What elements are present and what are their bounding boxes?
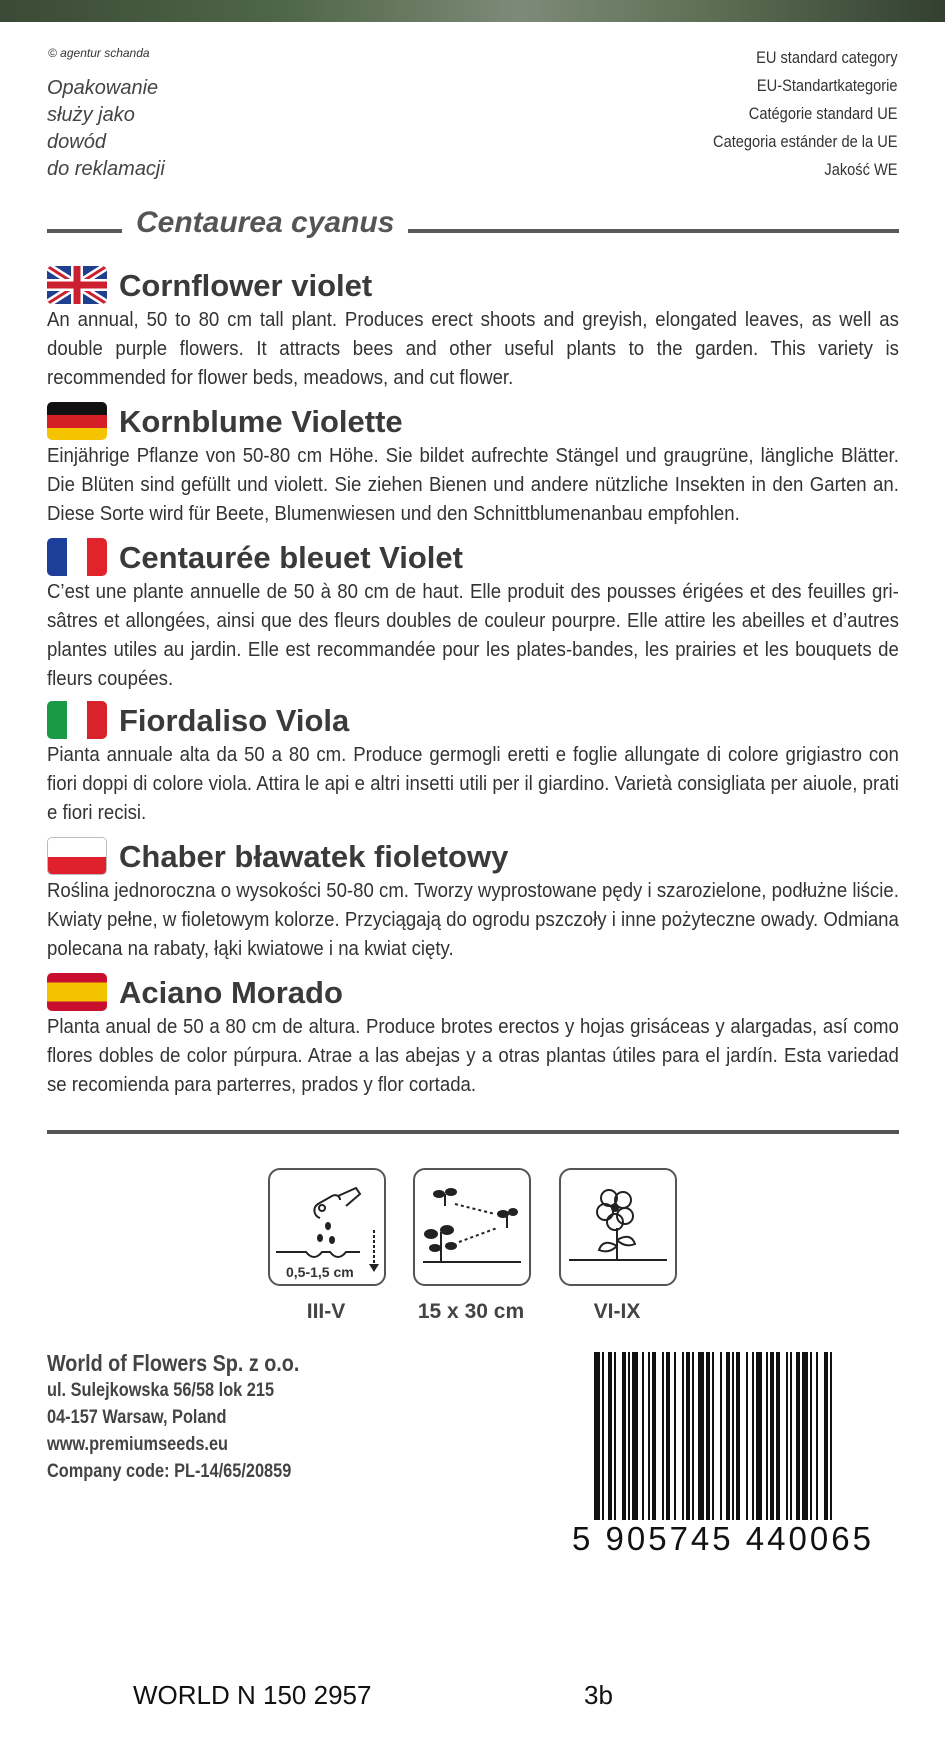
company-city: 04-157 Warsaw, Poland (47, 1407, 227, 1428)
company-website: www.premiumseeds.eu (47, 1434, 229, 1455)
company-info (47, 1350, 299, 1485)
eu-category-line: EU standard category (756, 48, 898, 67)
top-photo-strip (0, 0, 945, 22)
barcode-number: 5 905745 440065 (572, 1520, 874, 1557)
section-header (47, 697, 899, 739)
company-name: World of Flowers Sp. z o.o. (47, 1350, 300, 1376)
flowering-box (559, 1168, 677, 1286)
latin-rule-left (47, 229, 122, 233)
section-header (47, 969, 899, 1011)
uk-flag-icon (47, 266, 107, 304)
complaint-note (47, 75, 165, 183)
italy-flag-icon (47, 701, 107, 739)
eu-category-block (714, 44, 898, 184)
section-title: Chaber bławatek fioletowy (119, 839, 509, 874)
complaint-note-line: dowód (47, 131, 106, 153)
section-english (47, 262, 899, 393)
section-german (47, 398, 899, 529)
section-title: Fiordaliso Viola (119, 703, 350, 738)
section-text: Roślina jednoroczna o wysokości 50-80 cm. Tworzy wyprostowane pędy i szarozielone, podłużne liście. Kwiaty pełne, w fioletowym kolorze. Przyciągają do ogrodu pszczoły i inne pożyteczne owady. Odmiana polecana na rabaty, łąki kwiatowe i na kwiat cięty. (47, 880, 899, 960)
section-text: Planta anual de 50 a 80 cm de altura. Produce brotes erectos y hojas grisáceas y alargadas, así como flores dobles de color púrpura. Atrae a las abejas y a otras plantas útiles para el jardín. Esta variedad se recomienda para parterres, prados y flor cortada. (47, 1016, 899, 1096)
sowing-depth-label: 0,5-1,5 cm (286, 1264, 354, 1280)
section-header (47, 534, 899, 576)
section-divider (47, 1130, 899, 1134)
complaint-note-line: służy jako (47, 104, 135, 126)
company-street: ul. Sulejkowska 56/58 lok 215 (47, 1380, 275, 1401)
france-flag-icon (47, 538, 107, 576)
spain-flag-icon (47, 973, 107, 1011)
plant-spacing-icon (415, 1170, 529, 1284)
plant-spacing-caption: 15 x 30 cm (417, 1300, 525, 1323)
section-polish (47, 833, 899, 964)
section-title: Aciano Morado (119, 975, 343, 1010)
eu-category-line: Categoria estánder de la UE (713, 132, 898, 151)
section-text: Einjährige Pflanze von 50-80 cm Höhe. Sie bildet aufrechte Stängel und graugrüne, längliche Blätter. Die Blüten sind gefüllt und violett. Sie ziehen Bienen und andere nützliche Insekten in den Garten an. Diese Sorte wird für Beete, Blumenwiesen und den Schnittblumenanbau empfohlen. (47, 445, 899, 525)
germany-flag-icon (47, 402, 107, 440)
section-spanish (47, 969, 899, 1100)
section-text: An annual, 50 to 80 cm tall plant. Produces erect shoots and greyish, elongated leaves, as well as double purple flowers. It attracts bees and other useful plants to the garden. This variety is recommended for flower beds, meadows, and cut flower. (47, 309, 899, 389)
eu-category-line: EU-Standartkategorie (757, 76, 898, 95)
section-header (47, 398, 899, 440)
flowering-period-caption: VI-IX (593, 1300, 641, 1323)
sowing-depth-box (268, 1168, 386, 1286)
latin-name: Centaurea cyanus (136, 206, 395, 239)
section-title: Cornflower violet (119, 268, 373, 303)
section-french (47, 534, 899, 694)
section-text: C’est une plante annuelle de 50 à 80 cm de haut. Elle produit des pousses érigées et des feuilles gri-sâtres et allongées, ainsi que des fleurs doubles de couleur pourpre. Elle attire les abeilles et d’autres plantes utiles au jardin. Elle est recommandée pour les plates-bandes, les prairies et les bouquets de fleurs coupées. (47, 581, 899, 690)
eu-category-line: Catégorie standard UE (749, 104, 898, 123)
flowering-icon (561, 1170, 675, 1284)
section-text: Pianta annuale alta da 50 a 80 cm. Produce germogli eretti e foglie allungate di colore grigiastro con fiori doppi di colore viola. Attira le api e altri insetti utili per il giardino. Varietà consigliata per aiuole, prati e fiori recisi. (47, 744, 899, 824)
section-header (47, 833, 899, 875)
poland-flag-icon (47, 837, 107, 875)
complaint-note-line: Opakowanie (47, 77, 159, 99)
complaint-note-line: do reklamacji (47, 158, 165, 180)
section-title: Centaurée bleuet Violet (119, 540, 463, 575)
print-variant: 3b (584, 1680, 613, 1710)
latin-rule-right (408, 229, 899, 233)
eu-category-line: Jakość WE (824, 160, 898, 179)
section-title: Kornblume Violette (119, 404, 403, 439)
print-code: WORLD N 150 2957 (133, 1680, 372, 1710)
section-header (47, 262, 899, 304)
plant-spacing-box (413, 1168, 531, 1286)
company-code: Company code: PL-14/65/20859 (47, 1461, 292, 1482)
section-italian (47, 697, 899, 828)
copyright-notice: © agentur schanda (48, 46, 150, 60)
sowing-period-caption: III-V (306, 1300, 346, 1323)
